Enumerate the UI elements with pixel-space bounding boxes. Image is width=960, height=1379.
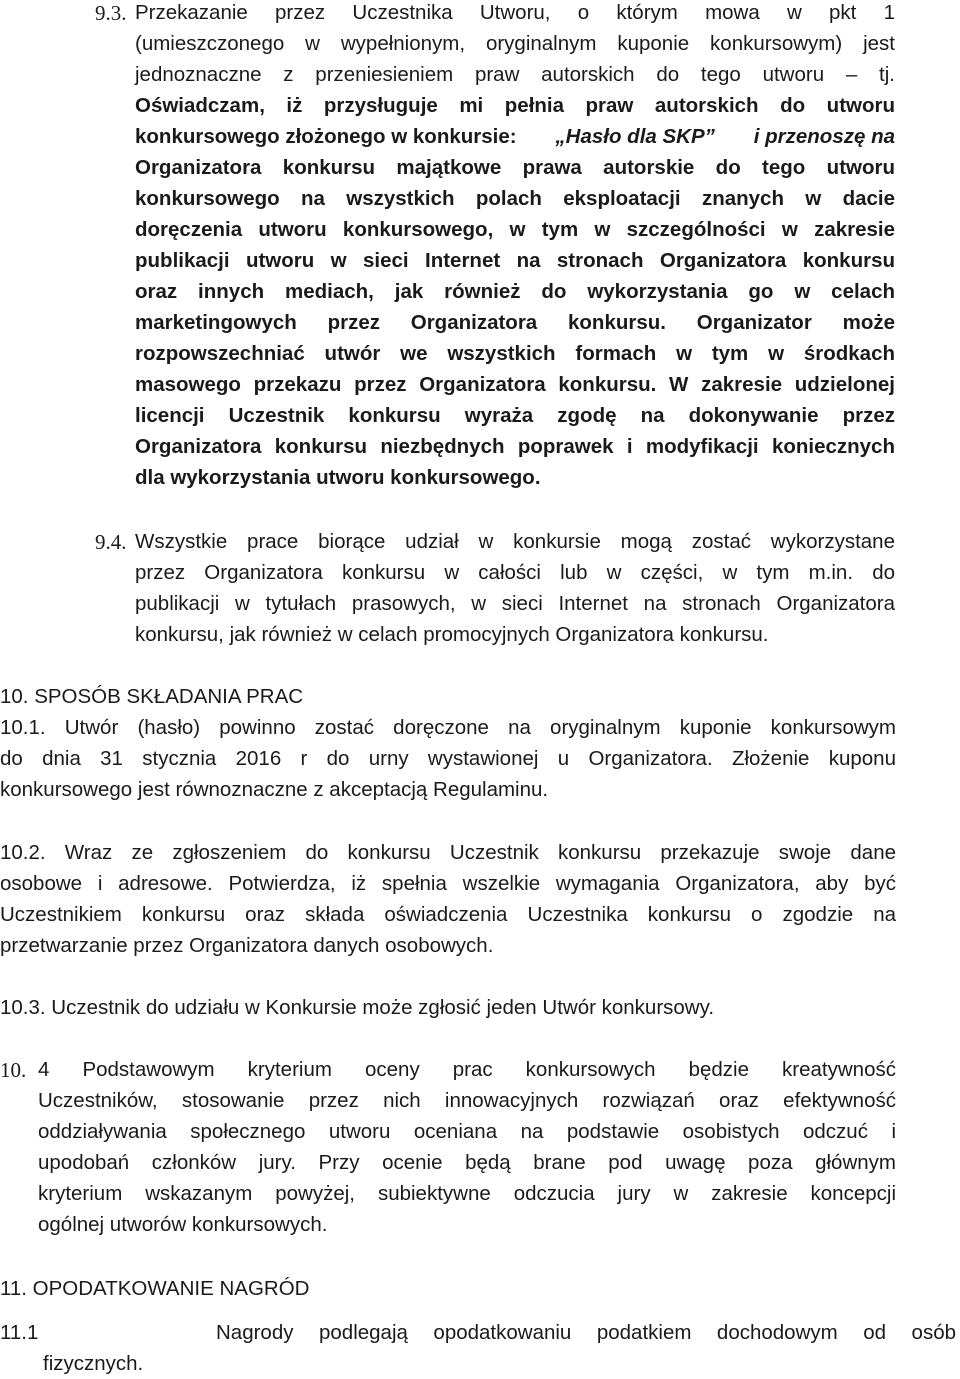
paragraph-line: Organizatora konkursu niezbędnych poprawek i modyfikacji koniecznych — [135, 435, 895, 458]
section-10-3: 10.3. Uczestnik do udziału w Konkursie może zgłosić jeden Utwór konkursowy. — [0, 996, 715, 1019]
paragraph-line: 4 Podstawowym kryterium oceny prac konkursowych będzie kreatywność — [38, 1058, 896, 1081]
contest-name: „Hasło dla SKP” — [555, 125, 715, 148]
paragraph-line: kryterium wskazanym powyżej, subiektywne odczucia jury w zakresie koncepcji — [38, 1182, 896, 1205]
paragraph-line: Nagrody podlegają opodatkowaniu podatkiem dochodowym od osób — [216, 1321, 956, 1344]
paragraph-line: oddziaływania społecznego utworu oceniana na podstawie osobistych odczuć i — [38, 1120, 896, 1143]
paragraph-line: fizycznych. — [43, 1352, 144, 1375]
paragraph-line: Uczestników, stosowanie przez nich innowacyjnych rozwiązań oraz efektywność — [38, 1089, 896, 1112]
paragraph-line: Uczestnikiem konkursu oraz składa oświadczenia Uczestnika konkursu o zgodzie na — [0, 903, 896, 926]
paragraph-line: konkursu, jak również w celach promocyjnych Organizatora konkursu. — [135, 623, 769, 646]
paragraph-line: do dnia 31 stycznia 2016 r do urny wystawionej u Organizatora. Złożenie kuponu — [0, 747, 896, 770]
paragraph-line: oraz innych mediach, jak również do wykorzystania go w celach — [135, 280, 895, 303]
paragraph-line: jednoznaczne z przeniesieniem praw autorskich do tego utworu – tj. — [135, 63, 895, 86]
section-number: 10. — [0, 1058, 27, 1082]
paragraph-line: masowego przekazu przez Organizatora konkursu. W zakresie udzielonej — [135, 373, 895, 396]
paragraph-line: rozpowszechniać utwór we wszystkich formach w tym w środkach — [135, 342, 895, 365]
paragraph-line: 10.2. Wraz ze zgłoszeniem do konkursu Uczestnik konkursu przekazuje swoje dane — [0, 841, 896, 864]
paragraph-line: konkursowego na wszystkich polach eksploatacji znanych w dacie — [135, 187, 895, 210]
paragraph-line: osobowe i adresowe. Potwierdza, iż spełnia wszelkie wymagania Organizatora, aby być — [0, 872, 896, 895]
paragraph-line: konkursowego jest równoznaczne z akceptacją Regulaminu. — [0, 778, 549, 801]
paragraph-line: (umieszczonego w wypełnionym, oryginalnym kuponie konkursowym) jest — [135, 32, 895, 55]
section-heading: 10. SPOSÓB SKŁADANIA PRAC — [0, 685, 304, 708]
section-heading: 11. OPODATKOWANIE NAGRÓD — [0, 1277, 310, 1300]
paragraph-line: upodobań członków jury. Przy ocenie będą brane pod uwagę poza głównym — [38, 1151, 896, 1174]
paragraph-line: Przekazanie przez Uczestnika Utworu, o którym mowa w pkt 1 — [135, 1, 895, 24]
text-run: i przenoszę na — [753, 125, 895, 148]
paragraph-line: dla wykorzystania utworu konkursowego. — [135, 466, 541, 489]
paragraph-line: publikacji utworu w sieci Internet na stronach Organizatora konkursu — [135, 249, 895, 272]
paragraph-line: licencji Uczestnik konkursu wyraża zgodę na dokonywanie przez — [135, 404, 895, 427]
paragraph-line: publikacji w tytułach prasowych, w sieci Internet na stronach Organizatora — [135, 592, 895, 615]
paragraph-line: przez Organizatora konkursu w całości lub w części, w tym m.in. do — [135, 561, 895, 584]
paragraph-line: przetwarzanie przez Organizatora danych osobowych. — [0, 934, 494, 957]
paragraph-line: ogólnej utworów konkursowych. — [38, 1213, 328, 1236]
paragraph-line — [135, 122, 895, 152]
section-number: 11.1 — [0, 1321, 39, 1344]
paragraph-line: Organizatora konkursu majątkowe prawa autorskie do tego utworu — [135, 156, 895, 179]
section-number: 9.4. — [95, 530, 127, 554]
paragraph-line: Wszystkie prace biorące udział w konkursie mogą zostać wykorzystane — [135, 530, 895, 553]
text-run: konkursowego złożonego w konkursie: — [135, 125, 517, 148]
paragraph-line: marketingowych przez Organizatora konkursu. Organizator może — [135, 311, 895, 334]
paragraph-line: Oświadczam, iż przysługuje mi pełnia praw autorskich do utworu — [135, 94, 895, 117]
paragraph-line: doręczenia utworu konkursowego, w tym w szczególności w zakresie — [135, 218, 895, 241]
section-number: 9.3. — [95, 1, 127, 25]
paragraph-line: 10.1. Utwór (hasło) powinno zostać doręczone na oryginalnym kuponie konkursowym — [0, 716, 896, 739]
